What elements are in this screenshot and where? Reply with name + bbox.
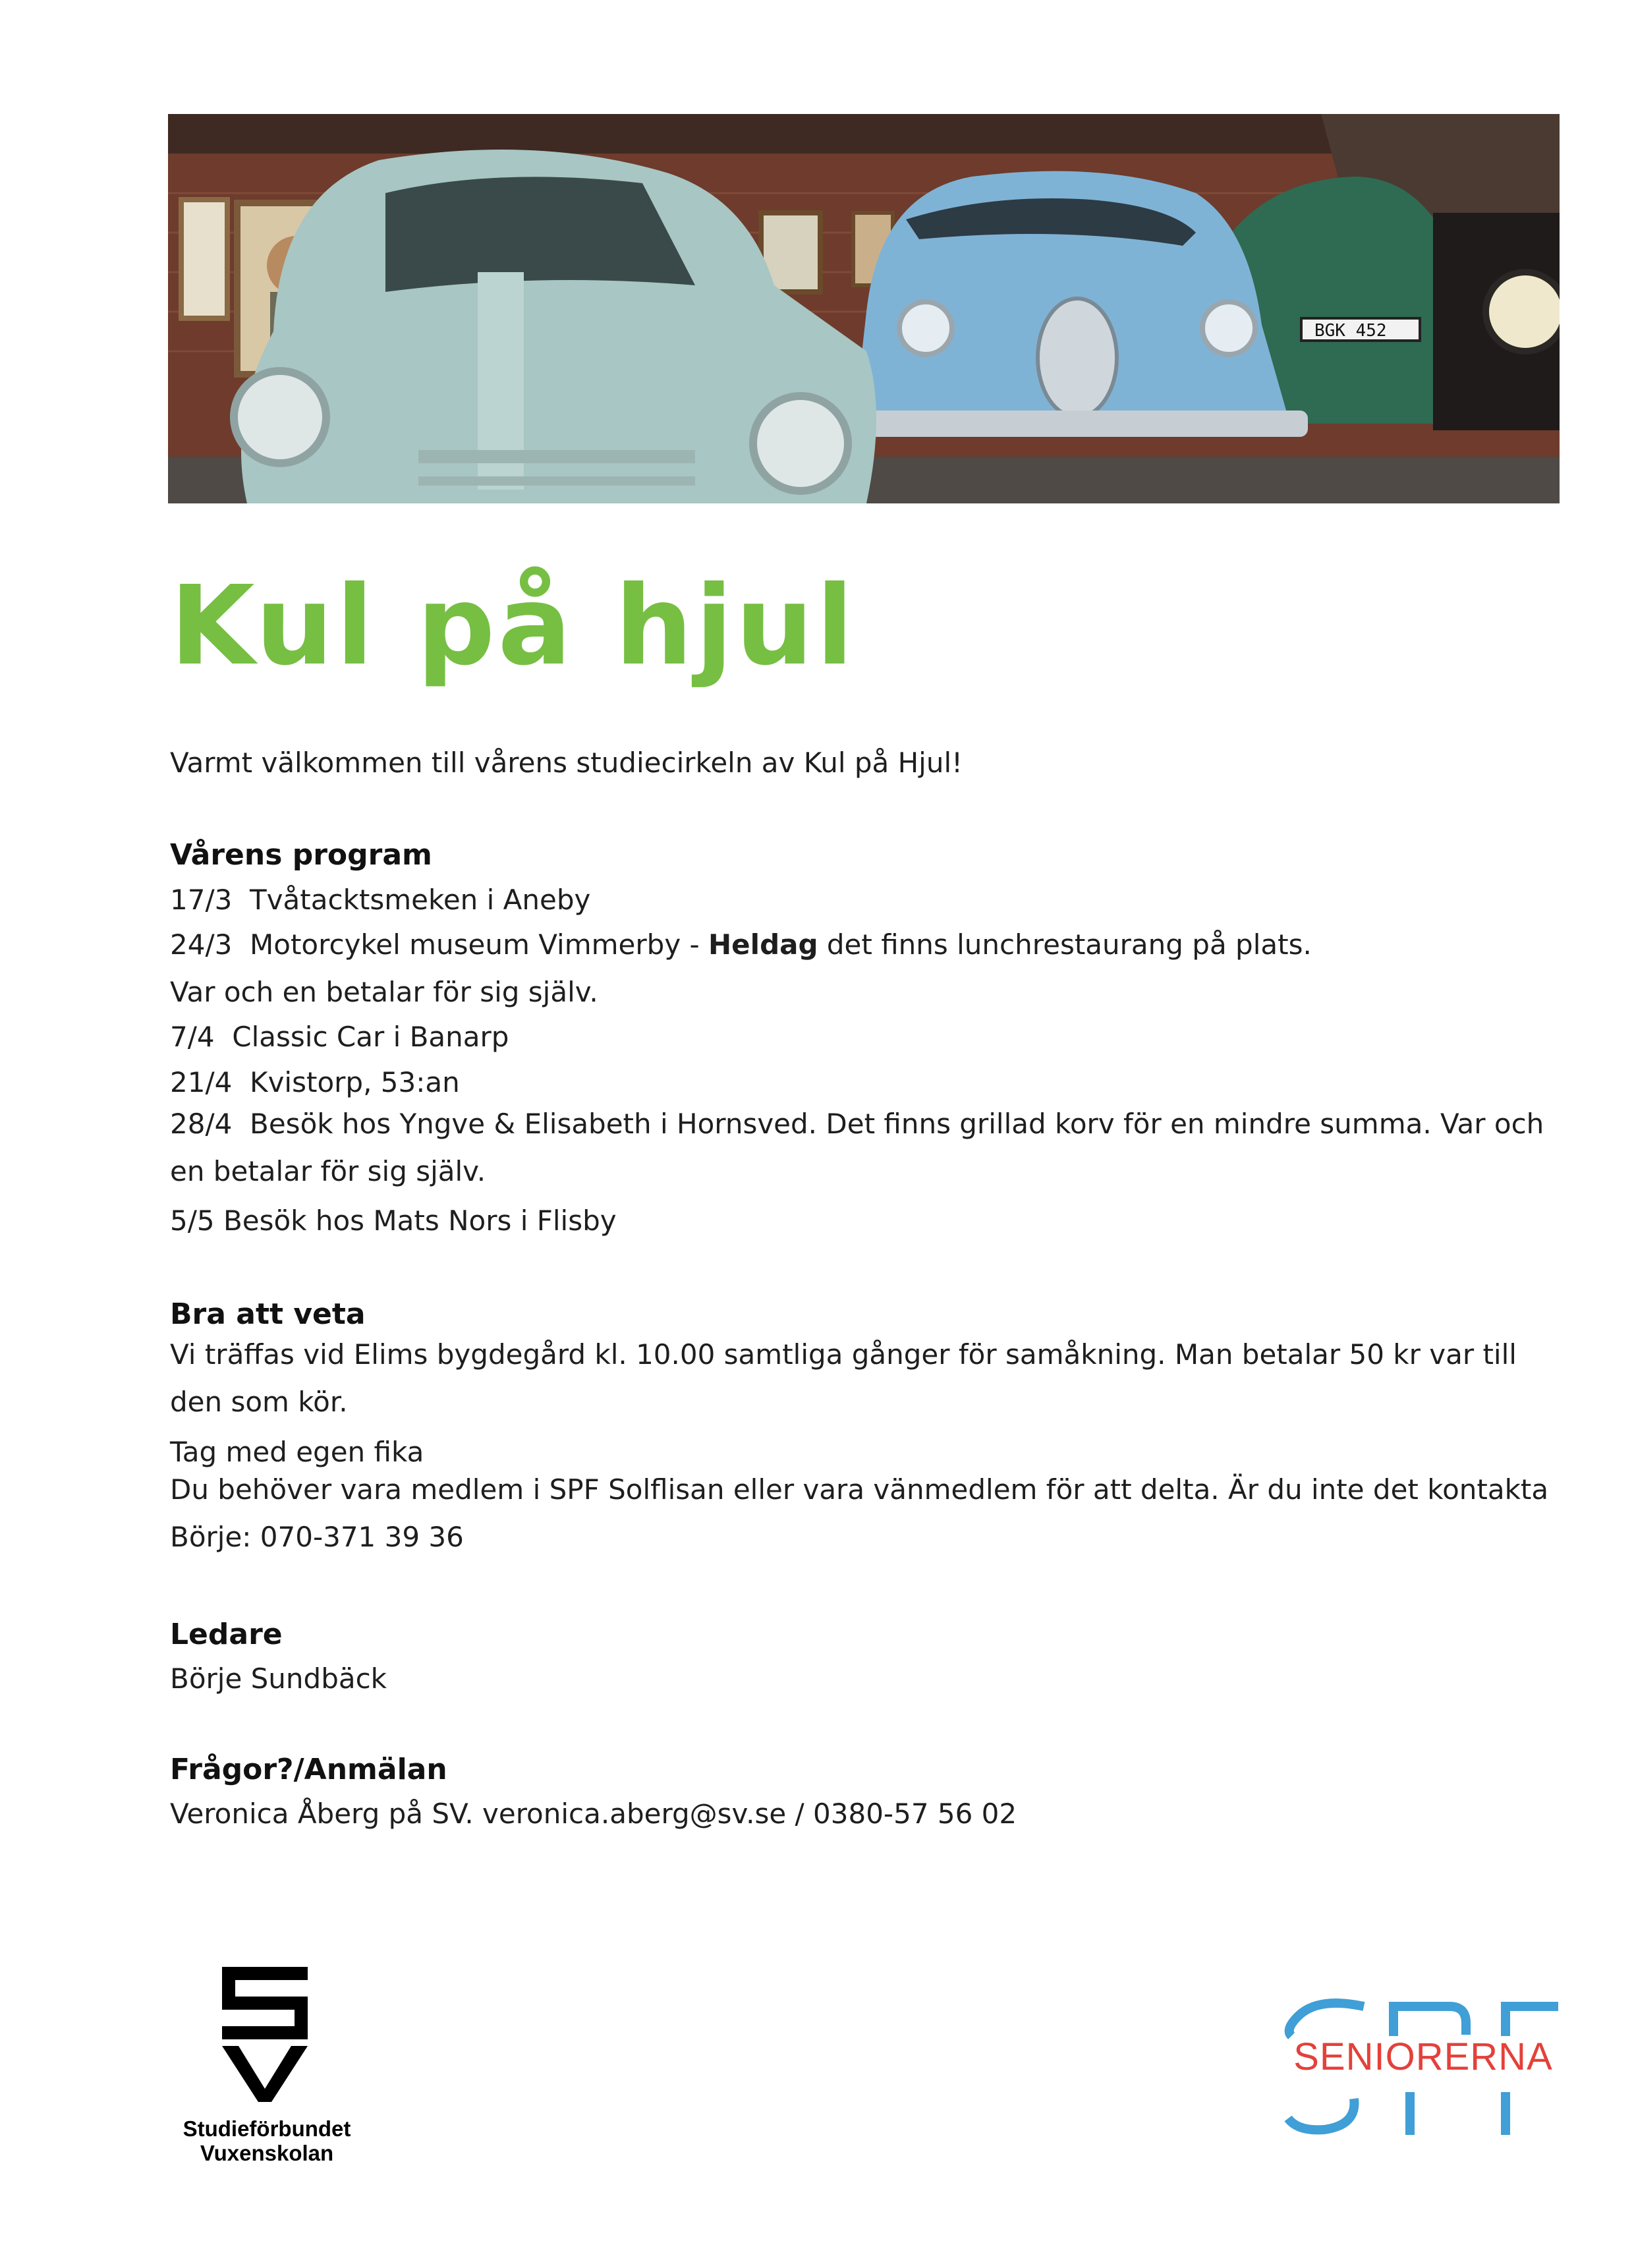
program-date: 7/4 xyxy=(170,1021,215,1053)
sv-logo-mark xyxy=(215,1960,314,2105)
program-item xyxy=(170,1204,617,1239)
program-text: Classic Car i Banarp xyxy=(232,1021,509,1053)
program-date: 5/5 xyxy=(170,1205,215,1237)
spf-wordmark: SENIORERNA xyxy=(1293,2035,1553,2078)
header-photo-classic-cars xyxy=(168,114,1560,503)
program-text: det finns lunchrestaurang på plats. xyxy=(818,928,1312,961)
program-item xyxy=(170,1100,1567,1195)
program-date: 21/4 xyxy=(170,1066,233,1098)
info-paragraph: Tag med egen fika xyxy=(170,1436,424,1468)
program-text: Motorcykel museum Vimmerby - xyxy=(250,928,709,961)
page-title: Kul på hjul xyxy=(170,563,857,690)
program-item xyxy=(170,928,1312,963)
program-item xyxy=(170,883,590,918)
program-note: Var och en betalar för sig själv. xyxy=(170,976,598,1008)
info-heading: Bra att veta xyxy=(170,1297,366,1331)
program-heading: Vårens program xyxy=(170,838,432,872)
sv-name-line1: Studieförbundet xyxy=(183,2116,351,2141)
program-text: Besök hos Mats Nors i Flisby xyxy=(223,1205,617,1237)
program-item xyxy=(170,1065,460,1100)
license-plate: BGK 452 xyxy=(1314,321,1387,341)
program-item xyxy=(170,1020,509,1055)
contact-heading: Frågor?/Anmälan xyxy=(170,1753,447,1786)
intro-text: Varmt välkommen till vårens studiecirkeln av Kul på Hjul! xyxy=(170,747,963,779)
program-text: Tvåtacktsmeken i Aneby xyxy=(250,884,591,916)
contact-text: Veronica Åberg på SV. veronica.aberg@sv.se / 0380-57 56 02 xyxy=(170,1798,1017,1830)
program-text: Kvistorp, 53:an xyxy=(250,1066,460,1098)
leader-heading: Ledare xyxy=(170,1618,283,1651)
program-text: Besök hos Yngve & Elisabeth i Hornsved. Det finns grillad korv för en mindre summa. Var och en betalar för sig själv. xyxy=(170,1108,1544,1187)
program-date: 28/4 xyxy=(170,1108,233,1140)
info-paragraph: Du behöver vara medlem i SPF Solflisan eller vara vänmedlem för att delta. Är du inte det kontakta Börje: 070-371 39 36 xyxy=(170,1473,1549,1553)
program-highlight: Heldag xyxy=(708,928,818,961)
leader-name: Börje Sundbäck xyxy=(170,1662,387,1695)
program-date: 17/3 xyxy=(170,884,233,916)
info-paragraph: Vi träffas vid Elims bygdegård kl. 10.00 samtliga gånger för samåkning. Man betalar 50 kr var till den som kör. xyxy=(170,1338,1517,1418)
sv-name-line2: Vuxenskolan xyxy=(200,2141,334,2165)
program-date: 24/3 xyxy=(170,928,233,961)
sv-logo xyxy=(168,1960,366,2171)
spf-seniorerna-logo xyxy=(1278,1983,1568,2148)
